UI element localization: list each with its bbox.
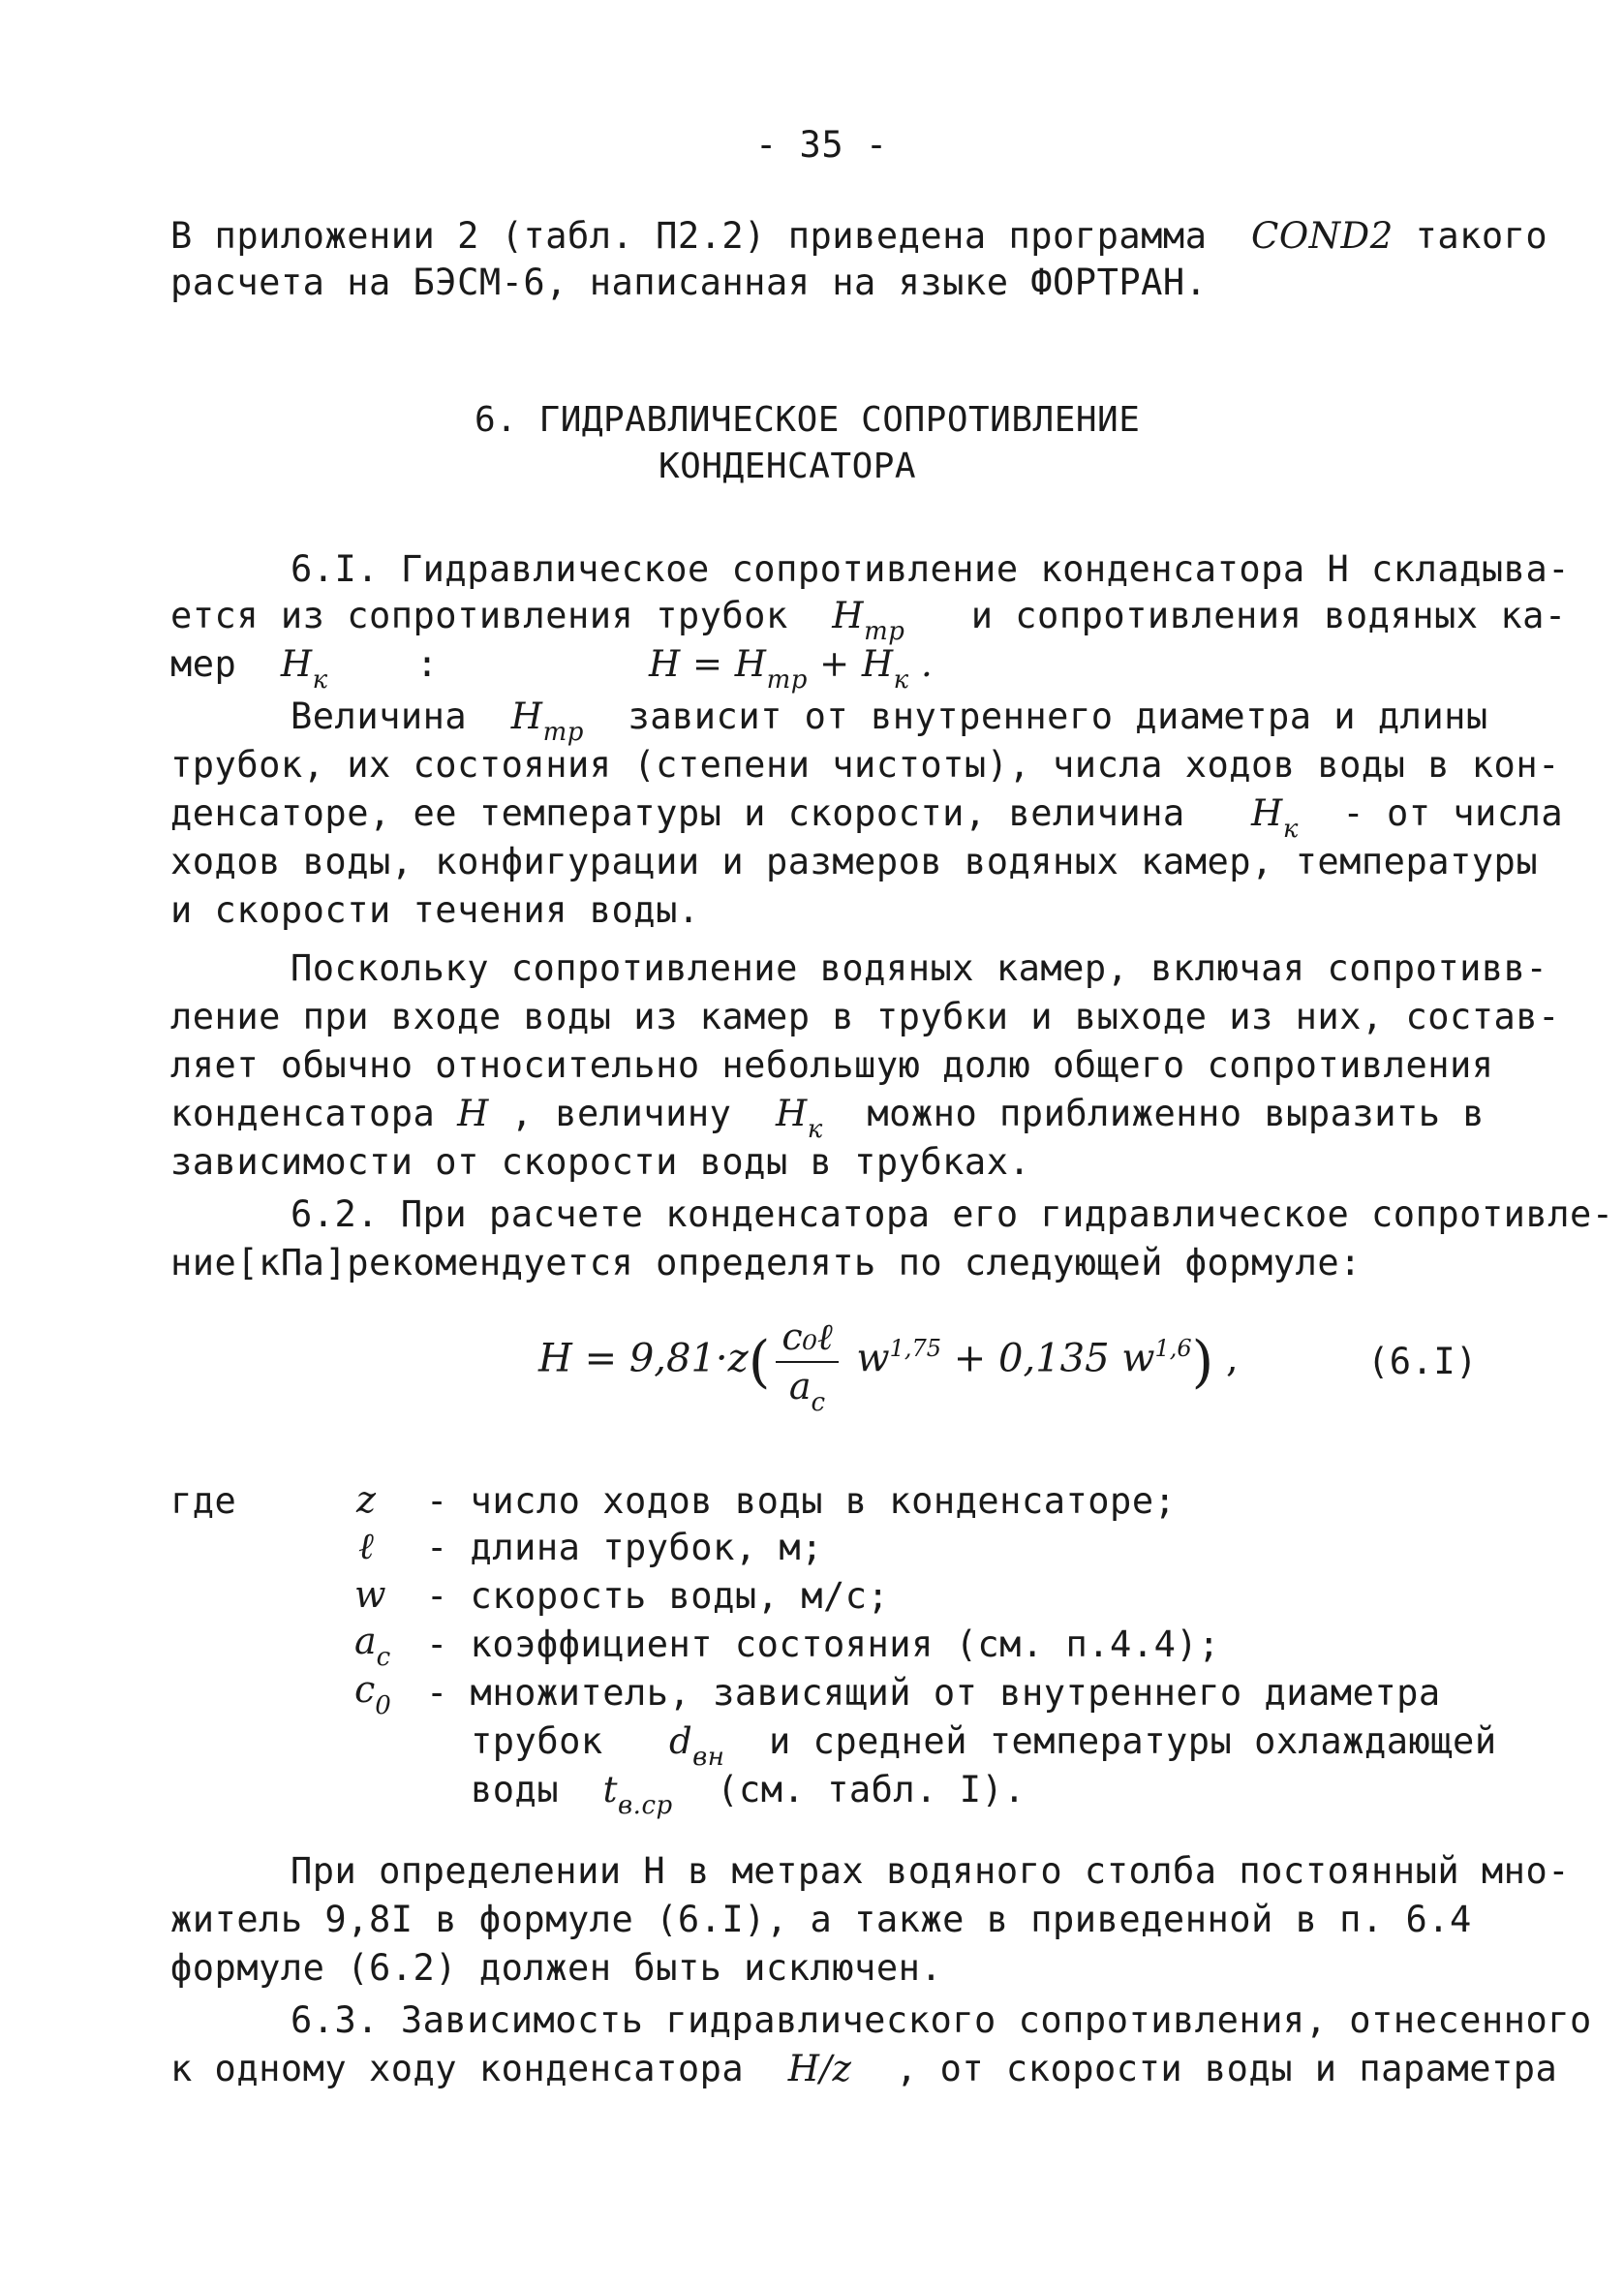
note-line-2: житель 9,8I в формуле (6.I), а также в приведенной в п. 6.4 (170, 1899, 1472, 1940)
p61b-line-4: ходов воды, конфигурации и размеров водяных камер, температуры (170, 841, 1539, 882)
section-title-line-1: 6. ГИДРАВЛИЧЕСКОЕ СОПРОТИВЛЕНИЕ (475, 400, 1141, 440)
legend-text-c0: - множитель, зависящий от внутреннего диаметра (426, 1672, 1441, 1714)
program-name: COND2 (1251, 215, 1394, 257)
note-line-3: формуле (6.2) должен быть исключен. (170, 1947, 943, 1989)
p61b-line-2: трубок, их состояния (степени чистоты), числа ходов воды в кон- (170, 744, 1560, 786)
legend-sym-z: z (356, 1478, 377, 1521)
legend-text-w: - скорость воды, м/с; (426, 1575, 890, 1617)
p61c-line-4: конденсатора H , величину $H_к$ можно приближенно выразить в (170, 1093, 1486, 1144)
h-over-z: H/z (787, 2048, 852, 2089)
p61c-line-2: ление при входе воды из камер в трубки и выходе из них, состав- (170, 996, 1560, 1037)
section-title-line-2: КОНДЕНСАТОРА (659, 447, 917, 486)
legend-where: где (170, 1480, 237, 1522)
formula-fraction: $\frac{\text{c₀ℓ}}{a_c}$ (776, 1315, 838, 1407)
legend-sym-w: w (354, 1573, 386, 1616)
p61-line-3: мер $H_к$ : (170, 643, 439, 695)
page-number: - 35 - (755, 124, 888, 166)
legend-cont-1: трубок $d_{вн}$ и средней температуры охлаждающей (471, 1720, 1497, 1772)
p63-line-1: 6.3. Зависимость гидравлического сопротивления, отнесенного (291, 1999, 1592, 2041)
p61c-line-3: ляет обычно относительно небольшую долю общего сопротивления (170, 1044, 1494, 1086)
p61b-line-3: денсаторе, ее температуры и скорости, величина $H_к$ - от числа (170, 792, 1564, 844)
p61b-line-5: и скорости течения воды. (170, 889, 700, 931)
p61b-line-1: Величина $H_{тр}$ зависит от внутреннего диаметра и длины (291, 696, 1488, 747)
p61-line-2: ется из сопротивления трубок $H_{тр}$ и сопротивления водяных ка- (170, 595, 1567, 646)
legend-cont-2: воды $t_{в.ср}$ (см. табл. I). (471, 1769, 1026, 1820)
p62-line-1: 6.2. При расчете конденсатора его гидравлическое сопротивле- (291, 1193, 1614, 1235)
p62-line-2: ние[кПа]рекомендуется определять по следующей формуле: (170, 1242, 1362, 1284)
legend-sym-c0: $c_0$ (354, 1668, 391, 1720)
intro-line-2: расчета на БЭСМ-6, написанная на языке ФОРТРАН. (170, 262, 1208, 303)
note-line-1: При определении Н в метрах водяного столба постоянный мно- (291, 1850, 1571, 1892)
equation-h-sum: $H = H_{тр} + H_к$ . (649, 643, 934, 695)
formula-6-1: H = 9,81·z( $\frac{\text{c₀ℓ}}{a_c}$ $w^{1,75} + 0,135$ $w^{1,6}$) , (538, 1315, 1239, 1417)
p61c-line-5: зависимости от скорости воды в трубках. (170, 1141, 1031, 1183)
p61c-line-1: Поскольку сопротивление водяных камер, включая сопротивв- (291, 947, 1548, 989)
p63-line-2: к одному ходу конденсатора H/z , от скорости воды и параметра (170, 2048, 1558, 2089)
legend-text-l: - длина трубок, м; (426, 1527, 823, 1568)
legend-text-ac: - коэффициент состояния (см. п.4.4); (426, 1624, 1220, 1665)
p61-line-1: 6.I. Гидравлическое сопротивление конденсатора Н складыва- (291, 548, 1571, 590)
legend-sym-l: ℓ (358, 1525, 374, 1567)
intro-line-1: В приложении 2 (табл. П2.2) приведена программа COND2 такого (170, 215, 1548, 257)
legend-sym-ac: $a_c$ (354, 1620, 391, 1672)
formula-number: (6.I) (1367, 1341, 1478, 1382)
legend-text-z: - число ходов воды в конденсаторе; (426, 1480, 1177, 1522)
